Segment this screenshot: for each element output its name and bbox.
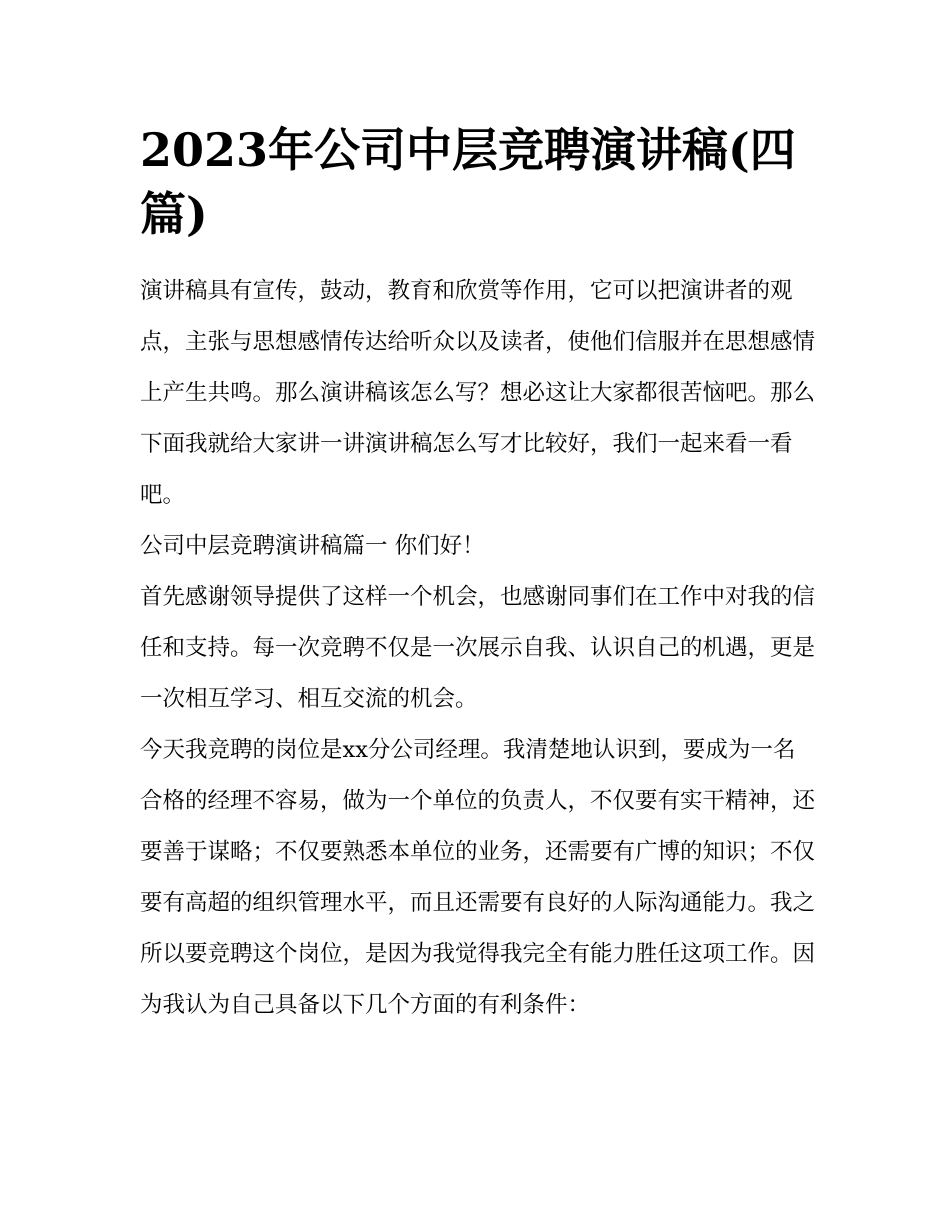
position-paragraph: 今天我竞聘的岗位是xx分公司经理。我清楚地认识到，要成为一名合格的经理不容易，做为一个单位的负责人，不仅要有实干精神，还要善于谋略；不仅要熟悉本单位的业务，还需要有广博的知识；不仅要有高超的组织管理水平，而且还需要有良好的人际沟通能力。我之所以要竞聘这个岗位，是因为我觉得我完全有能力胜任这项工作。因为我认为自己具备以下几个方面的有利条件： (140, 737, 816, 1018)
document-content (140, 118, 815, 1031)
intro-paragraph: 演讲稿具有宣传，鼓动，教育和欣赏等作用，它可以把演讲者的观点，主张与思想感情传达给听众以及读者，使他们信服并在思想感情上产生共鸣。那么演讲稿该怎么写？想必这让大家都很苦恼吧。那么下面我就给大家讲一讲演讲稿怎么写才比较好，我们一起来看一看吧。 (140, 278, 816, 508)
section-heading-paragraph: 公司中层竞聘演讲稿篇一 你们好！ (140, 533, 485, 559)
thanks-paragraph: 首先感谢领导提供了这样一个机会，也感谢同事们在工作中对我的信任和支持。每一次竞聘不仅是一次展示自我、认识自己的机遇，更是一次相互学习、相互交流的机会。 (140, 584, 816, 712)
document-title: 2023年公司中层竞聘演讲稿(四篇) (140, 123, 796, 241)
